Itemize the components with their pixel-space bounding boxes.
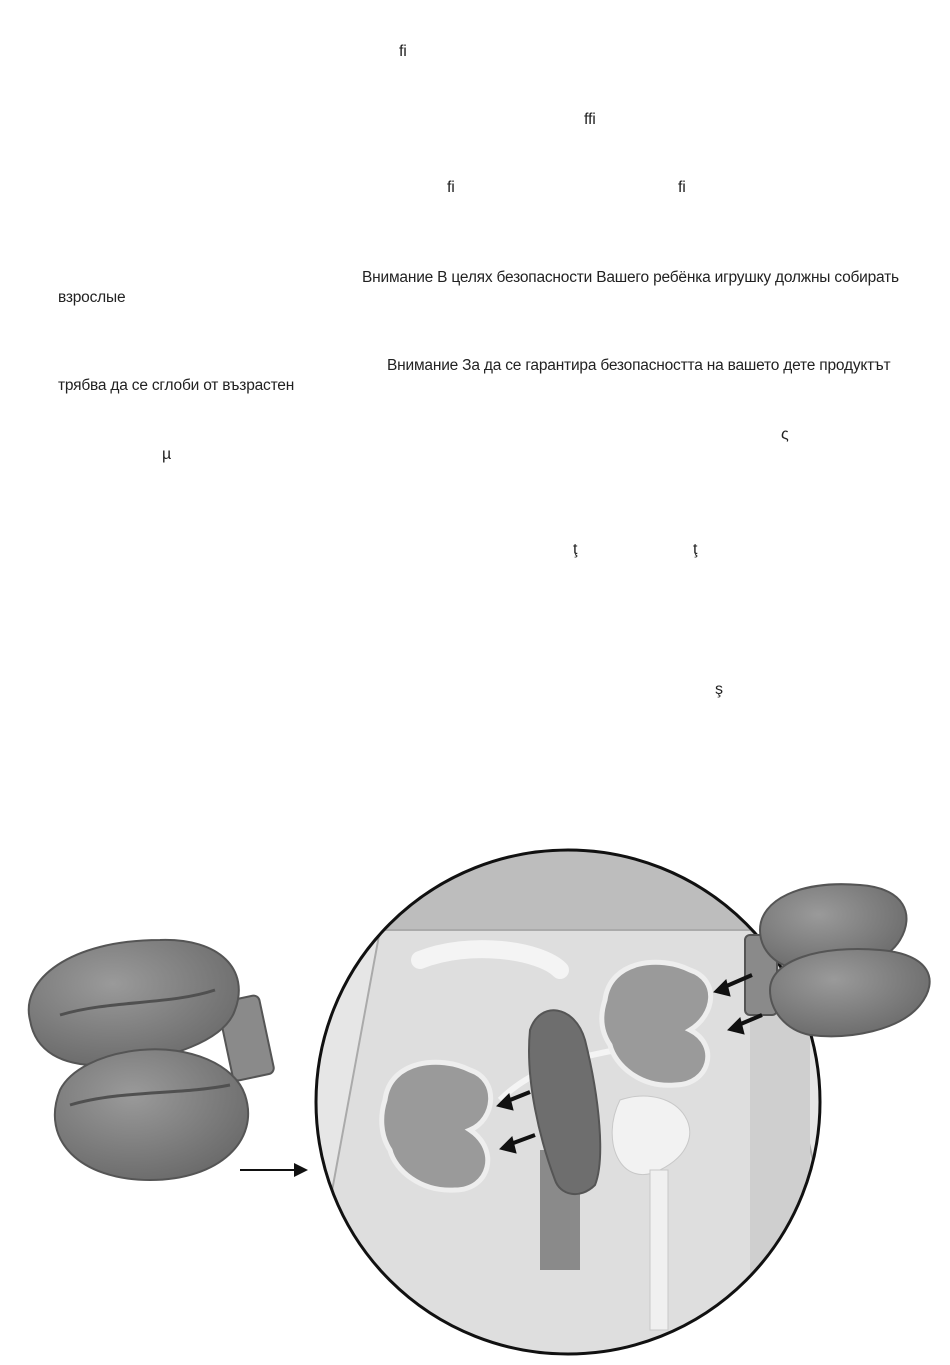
glyph-fi: fi (678, 179, 686, 196)
glyph-s-comma: ş (715, 681, 723, 698)
arrow-to-detail (240, 1163, 308, 1177)
leaf-piece-attaching (745, 884, 930, 1036)
warning-bg-line2: трябва да се сглоби от възрастен (58, 377, 295, 394)
glyph-fi: fi (447, 179, 455, 196)
warning-ru-line1: Внимание В целях безопасности Вашего ребёнка игрушку должны собирать (362, 269, 899, 286)
glyph-mu: µ (162, 446, 172, 463)
glyph-ffi: ffi (584, 111, 596, 128)
glyph-t-comma: ţ (573, 541, 578, 558)
glyph-t-comma: ţ (693, 541, 698, 558)
assembly-illustration (0, 840, 950, 1365)
leaf-piece-loose (29, 940, 275, 1180)
warning-bg-line1: Внимание За да се гарантира безопасността на вашето дете продуктът (387, 357, 891, 374)
glyph-final-sigma: ς (781, 426, 789, 443)
warning-ru-line2: взрослые (58, 289, 126, 306)
glyph-fi: fi (399, 43, 407, 60)
